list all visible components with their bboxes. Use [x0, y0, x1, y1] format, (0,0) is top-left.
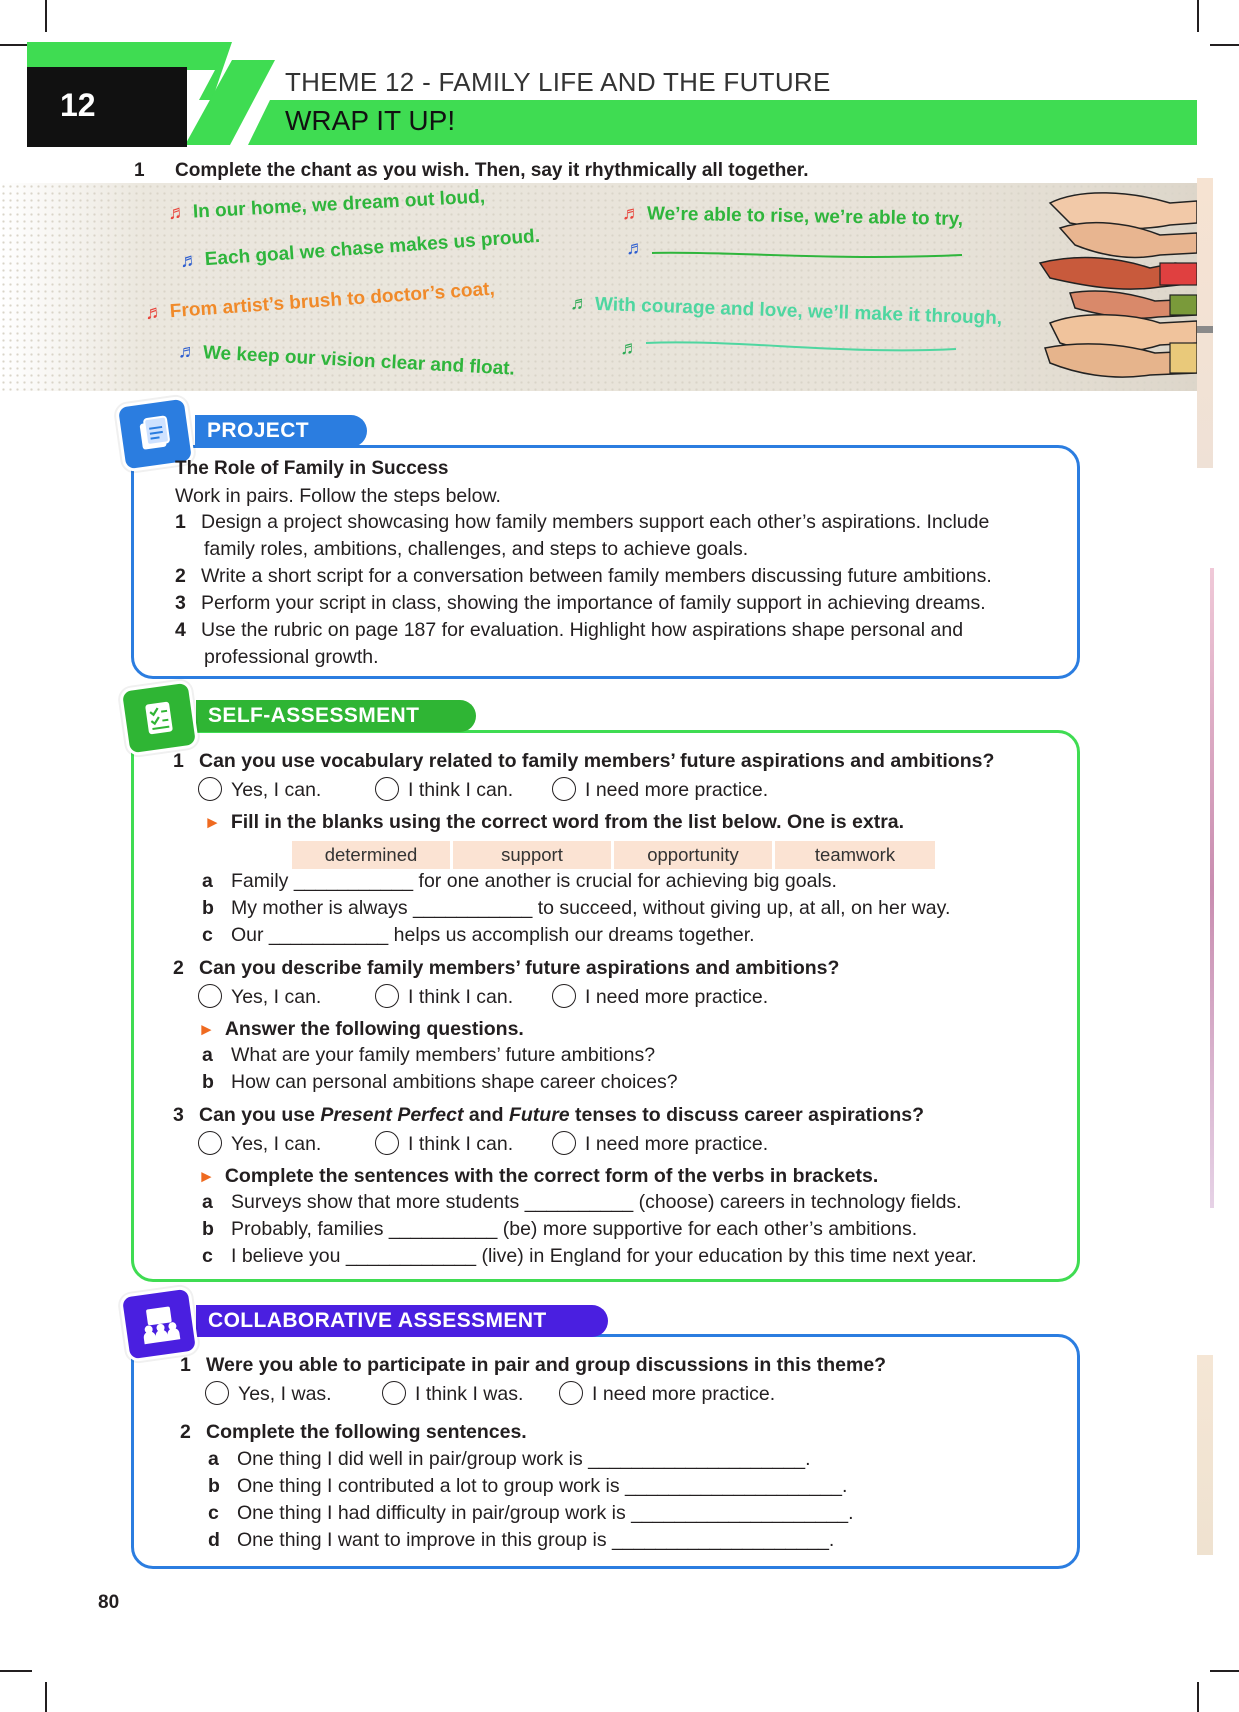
- option-practice[interactable]: I need more practice.: [559, 1381, 775, 1406]
- self-q1: 1 Can you use vocabulary related to family members’ future aspirations and ambitions?: [173, 750, 995, 772]
- blank-line: [644, 333, 964, 363]
- list-item: d One thing I want to improve in this group is ____________________.: [208, 1529, 835, 1551]
- music-note-icon: ♬: [179, 249, 200, 272]
- radio-circle-icon[interactable]: [198, 984, 222, 1008]
- list-item: b How can personal ambitions shape career choices?: [202, 1071, 678, 1093]
- collab-q2: 2 Complete the following sentences.: [180, 1421, 527, 1443]
- list-item: c I believe you ____________ (live) in England for your education by this time next year.: [202, 1245, 977, 1267]
- option-think[interactable]: I think I can.: [375, 984, 513, 1009]
- self-q2-task: ► Answer the following questions.: [198, 1018, 524, 1040]
- project-step: 1 Design a project showcasing how family members support each other’s aspirations. Include: [175, 511, 990, 533]
- radio-circle-icon[interactable]: [375, 1131, 399, 1155]
- crop-mark: [0, 1670, 32, 1672]
- collaborative-badge: [119, 1285, 200, 1362]
- project-step-cont: family roles, ambitions, challenges, and steps to achieve goals.: [204, 538, 749, 560]
- project-step-cont: professional growth.: [204, 646, 379, 668]
- radio-circle-icon[interactable]: [375, 984, 399, 1008]
- project-tag: PROJECT: [195, 415, 367, 447]
- self-q3-task: ► Complete the sentences with the correct form of the verbs in brackets.: [198, 1165, 879, 1187]
- project-title: The Role of Family in Success: [175, 458, 449, 479]
- music-note-icon: ♬: [177, 341, 198, 363]
- self-q1-task: ► Fill in the blanks using the correct word from the list below. One is extra.: [204, 811, 905, 833]
- music-note-icon: ♬: [626, 238, 645, 259]
- list-item: a Surveys show that more students __________ (choose) careers in technology fields.: [202, 1191, 962, 1213]
- arrow-right-icon: ►: [198, 1167, 215, 1186]
- chant-line: ♬ With courage and love, we’ll make it through,: [569, 293, 1003, 330]
- list-item: b One thing I contributed a lot to group work is ____________________.: [208, 1475, 848, 1497]
- self-q2: 2 Can you describe family members’ future aspirations and ambitions?: [173, 957, 840, 979]
- crop-mark: [1197, 1682, 1199, 1712]
- option-yes[interactable]: Yes, I can.: [198, 777, 321, 802]
- chant-line: ♬ In our home, we dream out loud,: [167, 186, 486, 224]
- list-item: a One thing I did well in pair/group work is ____________________.: [208, 1448, 811, 1470]
- group-icon: [135, 1301, 182, 1346]
- chant-line: ♬ From artist’s brush to doctor’s coat,: [144, 278, 496, 324]
- chant-blank-line[interactable]: [626, 238, 651, 260]
- list-item: c Our ___________ helps us accomplish our dreams together.: [202, 924, 755, 946]
- chant-blank-line[interactable]: [620, 338, 645, 360]
- option-practice[interactable]: I need more practice.: [552, 777, 768, 802]
- list-item: b Probably, families __________ (be) more supportive for each other’s ambitions.: [202, 1218, 918, 1240]
- list-item: a What are your family members’ future ambitions?: [202, 1044, 656, 1066]
- project-step: 3 Perform your script in class, showing the importance of family support in achieving dreams.: [175, 592, 986, 614]
- blank-line: [650, 243, 970, 273]
- list-item: b My mother is always ___________ to succeed, without giving up, at all, on her way.: [202, 897, 951, 919]
- option-think[interactable]: I think I can.: [375, 777, 513, 802]
- arrow-right-icon: ►: [204, 813, 221, 832]
- option-yes[interactable]: Yes, I was.: [205, 1381, 332, 1406]
- list-item: a Family ___________ for one another is crucial for achieving big goals.: [202, 870, 837, 892]
- self-assessment-badge: [119, 679, 200, 756]
- theme-title: THEME 12 - FAMILY LIFE AND THE FUTURE: [285, 67, 831, 97]
- collaborative-tag: COLLABORATIVE ASSESSMENT: [196, 1305, 608, 1337]
- project-steps: [175, 509, 992, 671]
- radio-circle-icon[interactable]: [198, 777, 222, 801]
- chant-line: ♬ We keep our vision clear and float.: [177, 341, 516, 380]
- project-step: 4 Use the rubric on page 187 for evaluation. Highlight how aspirations shape personal and: [175, 619, 964, 641]
- radio-circle-icon[interactable]: [559, 1381, 583, 1405]
- option-think[interactable]: I think I can.: [375, 1131, 513, 1156]
- option-think[interactable]: I think I was.: [382, 1381, 523, 1406]
- page-number: 80: [98, 1592, 120, 1613]
- unit-number-block: [27, 67, 187, 147]
- radio-circle-icon[interactable]: [375, 777, 399, 801]
- option-yes[interactable]: Yes, I can.: [198, 1131, 321, 1156]
- chant-instruction: [134, 160, 145, 182]
- word-bank-cell: support: [453, 841, 611, 869]
- music-note-icon: ♬: [167, 202, 188, 224]
- section-title: WRAP IT UP!: [285, 105, 456, 136]
- option-practice[interactable]: I need more practice.: [552, 1131, 768, 1156]
- checklist-icon: [136, 695, 181, 740]
- edge-strip: [1210, 568, 1214, 1208]
- project-intro: Work in pairs. Follow the steps below.: [175, 485, 501, 507]
- self-assessment-tag: SELF-ASSESSMENT: [196, 700, 476, 732]
- radio-circle-icon[interactable]: [552, 984, 576, 1008]
- project-step: 2 Write a short script for a conversation between family members discussing future ambitions.: [175, 565, 992, 587]
- crop-mark: [1210, 1670, 1239, 1672]
- word-bank-cell: opportunity: [614, 841, 772, 869]
- project-icon: [132, 411, 177, 456]
- edge-strip: [1197, 1355, 1213, 1555]
- music-note-icon: ♬: [569, 293, 590, 315]
- radio-circle-icon[interactable]: [382, 1381, 406, 1405]
- chant-panel: [0, 183, 1197, 391]
- radio-circle-icon[interactable]: [198, 1131, 222, 1155]
- edge-strip: [1197, 326, 1213, 333]
- radio-circle-icon[interactable]: [552, 777, 576, 801]
- arrow-right-icon: ►: [198, 1020, 215, 1039]
- chant-line: ♬ We’re able to rise, we’re able to try,: [621, 203, 964, 230]
- clapping-hands-illustration: [1020, 183, 1197, 391]
- music-note-icon: ♬: [144, 301, 165, 324]
- music-note-icon: ♬: [621, 203, 642, 225]
- radio-circle-icon[interactable]: [205, 1381, 229, 1405]
- word-bank-cell: teamwork: [775, 841, 935, 869]
- list-item: c One thing I had difficulty in pair/group work is ____________________.: [208, 1502, 854, 1524]
- edge-strip: [1197, 178, 1213, 468]
- chant-line: ♬ Each goal we chase makes us proud.: [179, 225, 541, 272]
- instruction-number: 1: [134, 160, 145, 181]
- option-practice[interactable]: I need more practice.: [552, 984, 768, 1009]
- crop-mark: [45, 1682, 47, 1712]
- unit-number: 12: [60, 87, 96, 123]
- self-q3: 3 Can you use Present Perfect and Future tenses to discuss career aspirations?: [173, 1104, 925, 1126]
- chant-instruction-text: Complete the chant as you wish. Then, say it rhythmically all together.: [175, 160, 809, 181]
- option-yes[interactable]: Yes, I can.: [198, 984, 321, 1009]
- word-bank-cell: determined: [292, 841, 450, 869]
- radio-circle-icon[interactable]: [552, 1131, 576, 1155]
- collab-q1: 1 Were you able to participate in pair and group discussions in this theme?: [180, 1354, 887, 1376]
- music-note-icon: ♬: [620, 338, 639, 359]
